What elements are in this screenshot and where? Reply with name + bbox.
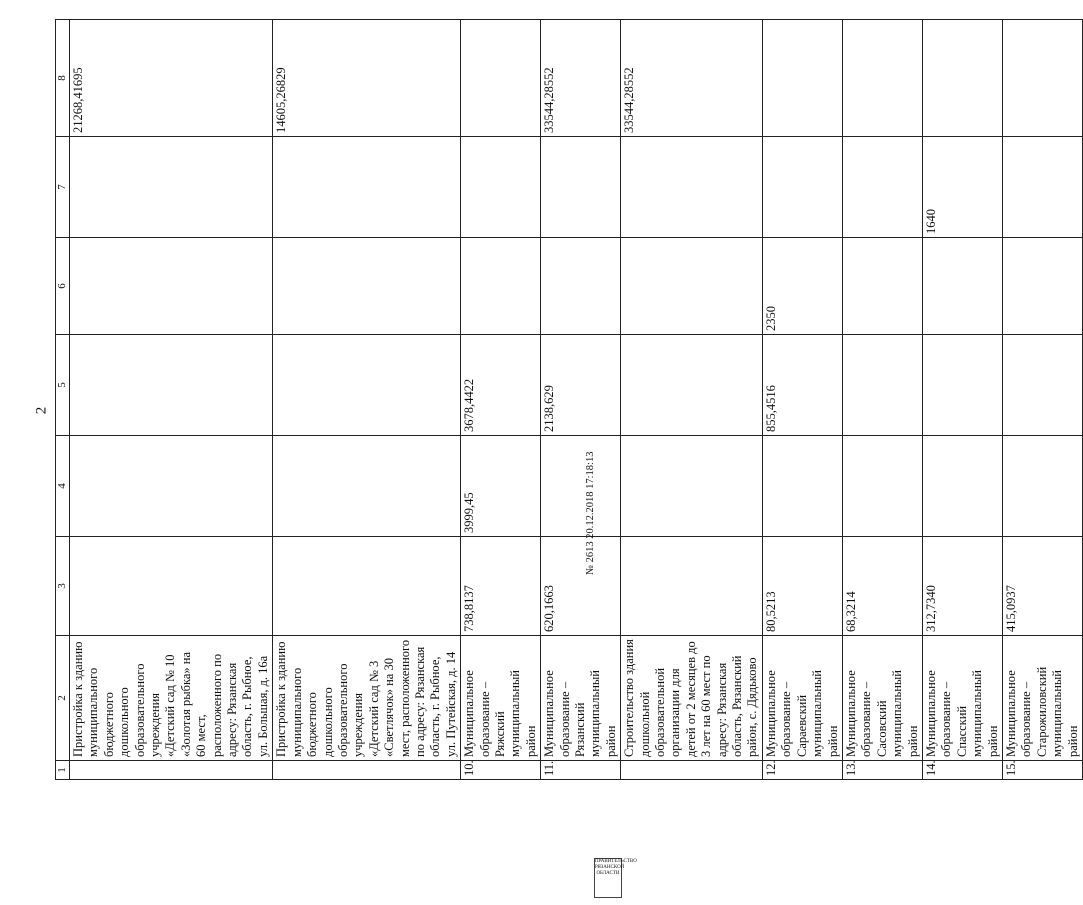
header-col-6: 6 bbox=[56, 238, 70, 335]
row-col-5: 3678,4422 bbox=[461, 335, 541, 436]
row-col-5: 2138,629 bbox=[541, 335, 621, 436]
row-name: Пристройка к зданию муниципального бюджетного дошкольного образовательного учреждения «Детский сад № 3 «Светлячок» на 30 мест, расположенного по адресу: Рязанская область, г. Рыбное, ул. Путейская, д. 14 bbox=[273, 636, 461, 761]
row-col-7 bbox=[273, 137, 461, 238]
row-col-8 bbox=[922, 20, 1002, 137]
row-col-5 bbox=[273, 335, 461, 436]
page-number: 2 bbox=[33, 406, 50, 415]
row-col-7 bbox=[461, 137, 541, 238]
row-col-5 bbox=[1002, 335, 1082, 436]
table-row bbox=[842, 20, 922, 780]
row-number: 12. bbox=[762, 761, 842, 780]
row-col-8 bbox=[762, 20, 842, 137]
row-number bbox=[273, 761, 461, 780]
row-col-4 bbox=[541, 436, 621, 537]
row-col-8 bbox=[842, 20, 922, 137]
row-number: 10. bbox=[461, 761, 541, 780]
row-col-7 bbox=[70, 137, 273, 238]
row-name: Муниципальное образование – Спасский муниципальный район bbox=[922, 636, 1002, 761]
table-header-row bbox=[56, 20, 70, 780]
row-col-7 bbox=[762, 137, 842, 238]
row-col-7 bbox=[842, 137, 922, 238]
row-number: 15. bbox=[1002, 761, 1082, 780]
row-number bbox=[621, 761, 763, 780]
row-col-4 bbox=[1002, 436, 1082, 537]
document-footer: № 2613 20.12.2018 17:18:13 bbox=[585, 451, 596, 575]
row-col-8: 21268,41695 bbox=[70, 20, 273, 137]
row-col-5 bbox=[922, 335, 1002, 436]
header-col-3: 3 bbox=[56, 537, 70, 636]
table-row bbox=[762, 20, 842, 780]
rotated-table-container bbox=[55, 60, 1080, 780]
header-col-7: 7 bbox=[56, 137, 70, 238]
table-row bbox=[922, 20, 1002, 780]
row-col-6 bbox=[70, 238, 273, 335]
row-col-4: 3999,45 bbox=[461, 436, 541, 537]
row-name: Строительство здания дошкольной образовательной организации для детей от 2 месяцев до 3 лет на 60 мест по адресу: Рязанская область, Рязанский район, с. Дядьково bbox=[621, 636, 763, 761]
row-col-3: 68,3214 bbox=[842, 537, 922, 636]
row-col-3: 80,5213 bbox=[762, 537, 842, 636]
row-col-5 bbox=[621, 335, 763, 436]
row-name: Пристройка к зданию муниципального бюджетного дошкольного образовательного учреждения «Детский сад № 10 «Золотая рыбка» на 60 мест, расположенного по адресу: Рязанская область, г. Рыбное, ул. Большая, д. 16а bbox=[70, 636, 273, 761]
row-col-6 bbox=[842, 238, 922, 335]
financing-table bbox=[55, 19, 1083, 780]
row-col-3: 415,0937 bbox=[1002, 537, 1082, 636]
row-col-6 bbox=[922, 238, 1002, 335]
header-col-2: 2 bbox=[56, 636, 70, 761]
row-col-6: 2350 bbox=[762, 238, 842, 335]
table-row bbox=[273, 20, 461, 780]
row-col-7 bbox=[621, 137, 763, 238]
header-col-8: 8 bbox=[56, 20, 70, 137]
row-col-6 bbox=[621, 238, 763, 335]
row-col-7 bbox=[541, 137, 621, 238]
row-number bbox=[70, 761, 273, 780]
row-col-4 bbox=[762, 436, 842, 537]
row-col-6 bbox=[541, 238, 621, 335]
row-col-3: 312,7340 bbox=[922, 537, 1002, 636]
row-col-8: 33544,28552 bbox=[621, 20, 763, 137]
row-number: 14. bbox=[922, 761, 1002, 780]
row-col-3 bbox=[70, 537, 273, 636]
row-col-6 bbox=[273, 238, 461, 335]
row-name: Муниципальное образование – Ряжский муниципальный район bbox=[461, 636, 541, 761]
registration-stamp: ПРАВИТЕЛЬСТВО РЯЗАНСКОЙ ОБЛАСТИ bbox=[594, 858, 622, 898]
row-number: 11. bbox=[541, 761, 621, 780]
header-col-4: 4 bbox=[56, 436, 70, 537]
row-name: Муниципальное образование – Старожиловский муниципальный район bbox=[1002, 636, 1082, 761]
row-col-4 bbox=[621, 436, 763, 537]
row-name: Муниципальное образование – Рязанский муниципальный район bbox=[541, 636, 621, 761]
table-row bbox=[621, 20, 763, 780]
header-col-5: 5 bbox=[56, 335, 70, 436]
row-col-8: 14605,26829 bbox=[273, 20, 461, 137]
row-col-4 bbox=[842, 436, 922, 537]
row-col-3 bbox=[273, 537, 461, 636]
row-col-3: 620,1663 bbox=[541, 537, 621, 636]
row-col-4 bbox=[273, 436, 461, 537]
row-col-4 bbox=[922, 436, 1002, 537]
table-row bbox=[1002, 20, 1082, 780]
row-col-7 bbox=[1002, 137, 1082, 238]
table-row bbox=[461, 20, 541, 780]
row-col-8 bbox=[1002, 20, 1082, 137]
row-col-5 bbox=[842, 335, 922, 436]
row-col-3 bbox=[621, 537, 763, 636]
table-row bbox=[541, 20, 621, 780]
row-name: Муниципальное образование – Сараевский муниципальный район bbox=[762, 636, 842, 761]
row-col-4 bbox=[70, 436, 273, 537]
row-col-8: 33544,28552 bbox=[541, 20, 621, 137]
row-col-7: 1640 bbox=[922, 137, 1002, 238]
row-col-3: 738,8137 bbox=[461, 537, 541, 636]
row-col-6 bbox=[1002, 238, 1082, 335]
row-col-5: 855,4516 bbox=[762, 335, 842, 436]
table-row bbox=[70, 20, 273, 780]
row-number: 13. bbox=[842, 761, 922, 780]
row-col-8 bbox=[461, 20, 541, 137]
row-name: Муниципальное образование – Сасовский муниципальный район bbox=[842, 636, 922, 761]
row-col-6 bbox=[461, 238, 541, 335]
row-col-5 bbox=[70, 335, 273, 436]
header-col-1: 1 bbox=[56, 761, 70, 780]
